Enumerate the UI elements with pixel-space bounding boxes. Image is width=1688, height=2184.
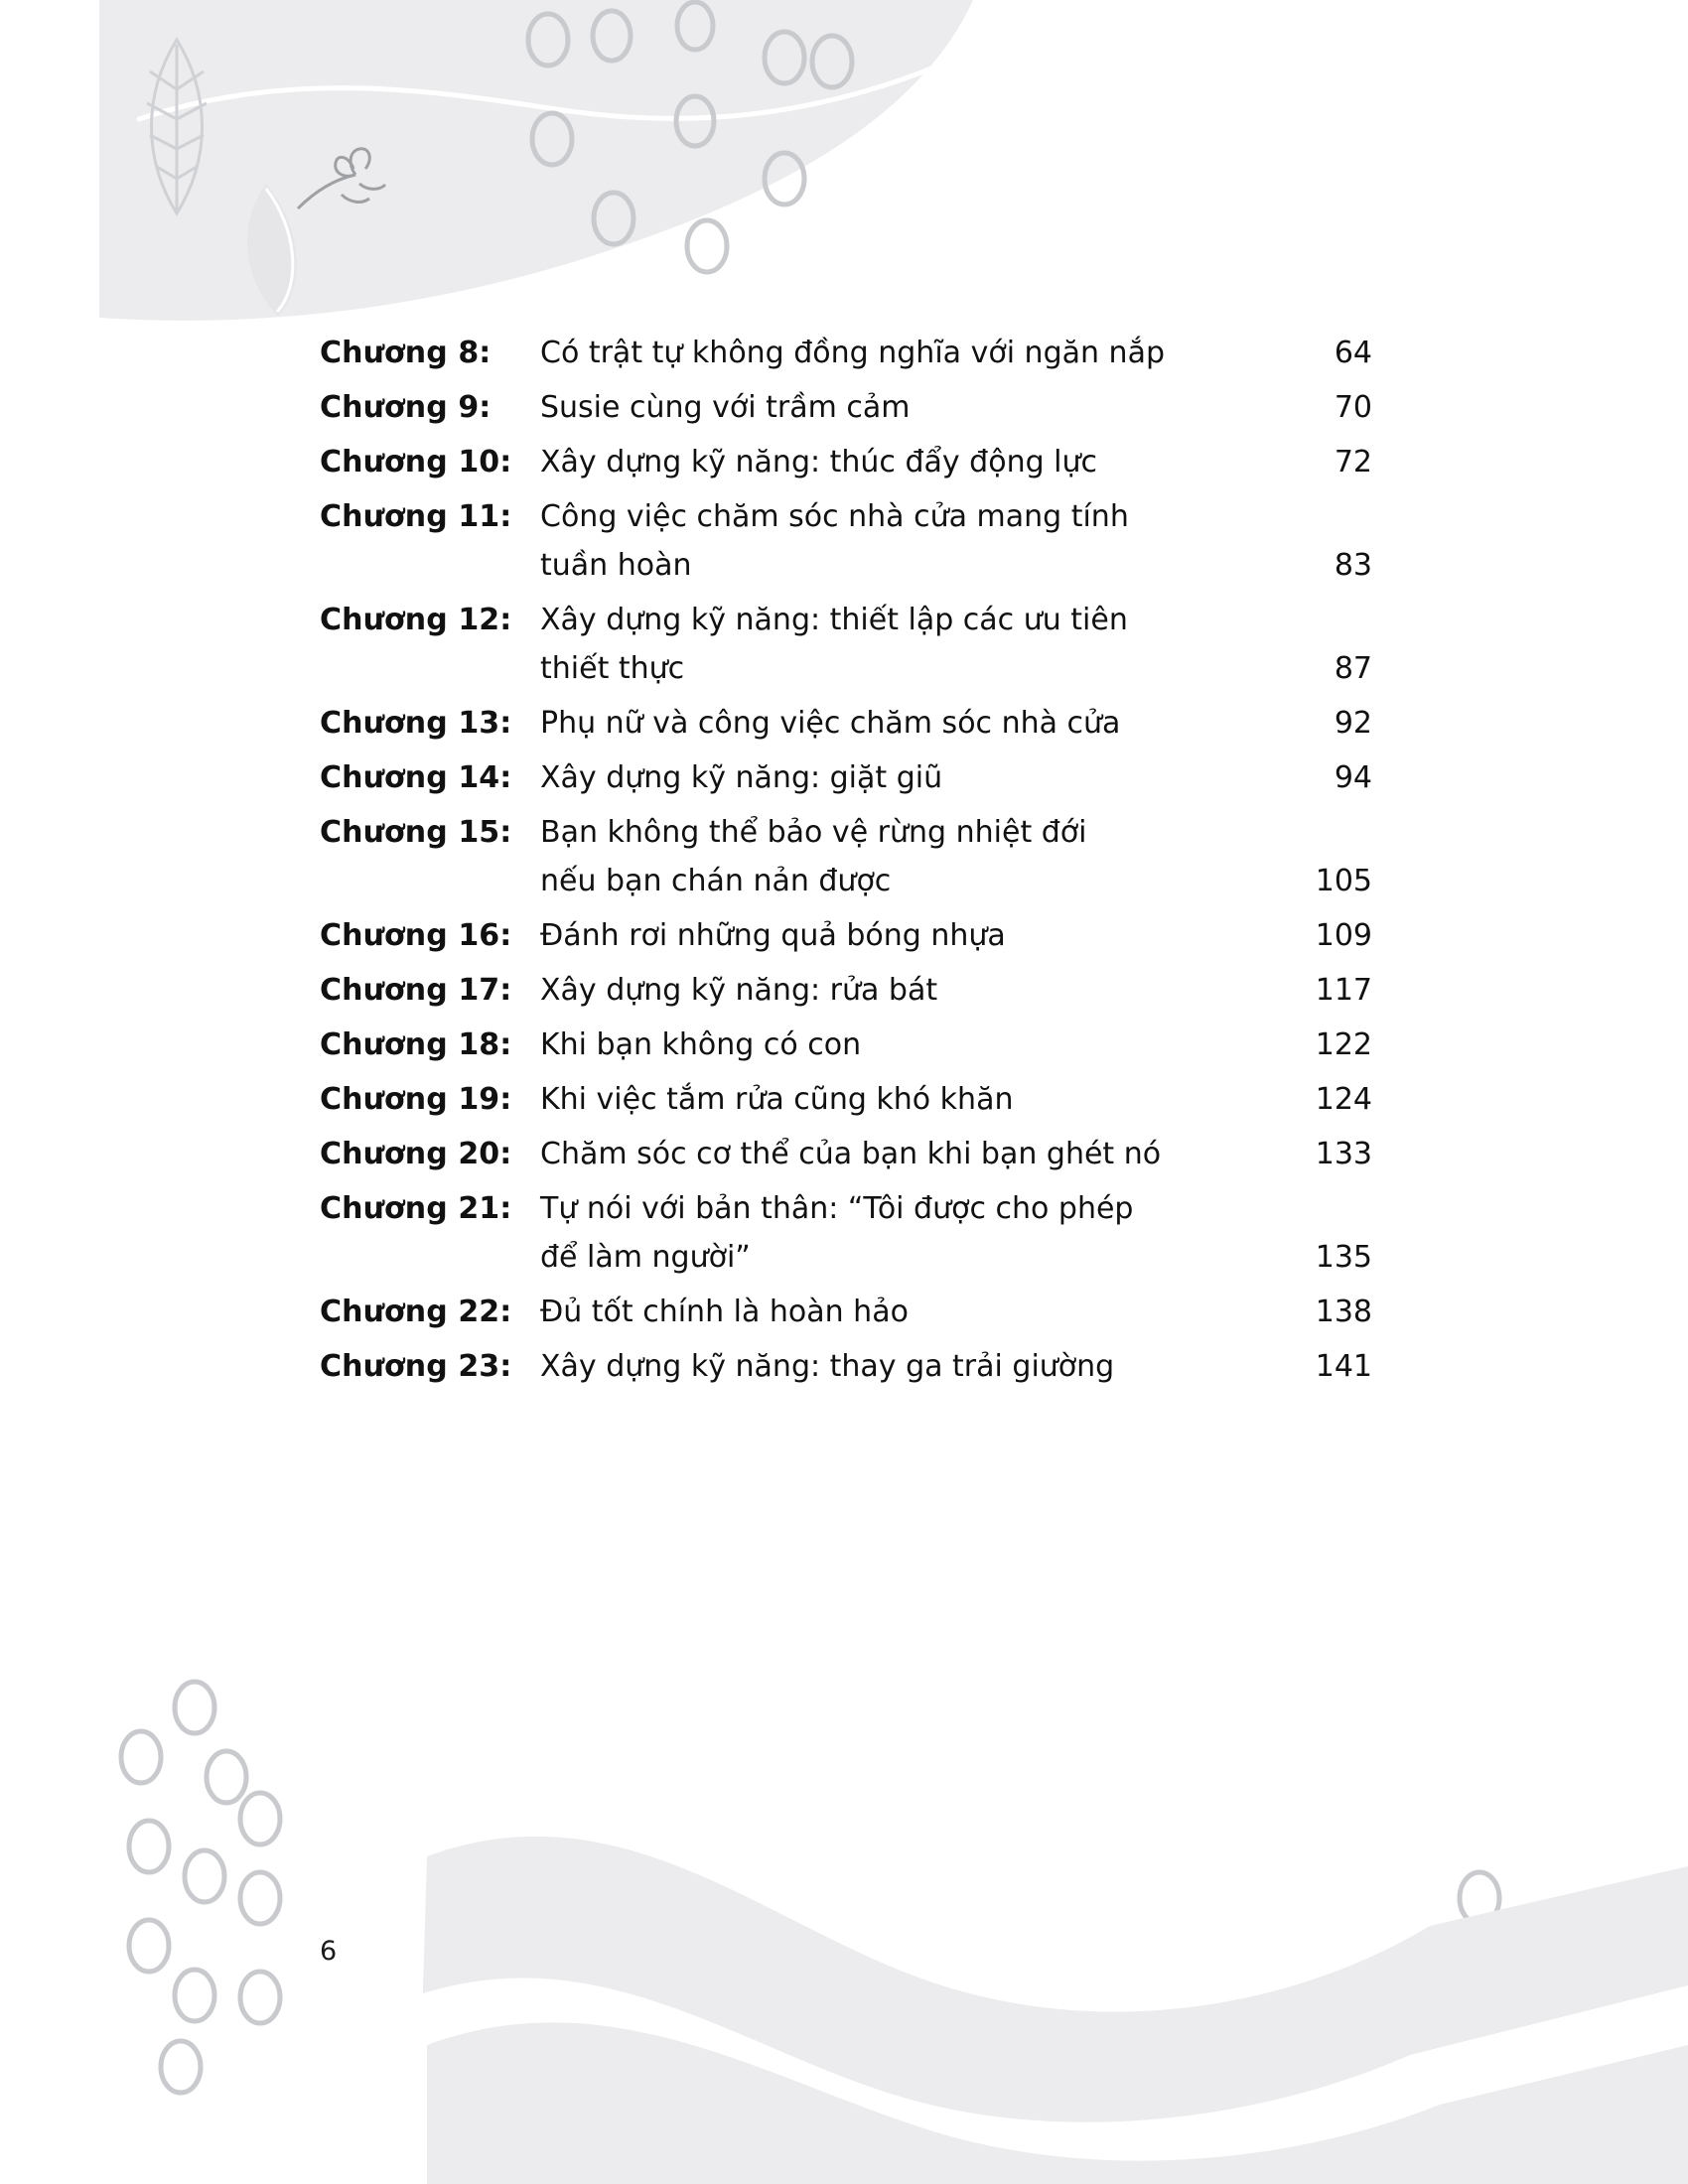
toc-entry[interactable] xyxy=(320,1295,1372,1329)
toc-entry[interactable] xyxy=(320,1082,1372,1117)
toc-entry[interactable] xyxy=(320,1137,1372,1171)
toc-entry-title: Chăm sóc cơ thể của bạn khi bạn ghét nó xyxy=(540,1137,1162,1171)
toc-entry[interactable] xyxy=(320,603,1372,637)
toc-page-number: 124 xyxy=(1315,1082,1372,1117)
toc-page-number: 94 xyxy=(1334,760,1372,795)
toc-entry-title: Khi việc tắm rửa cũng khó khăn xyxy=(540,1082,1014,1117)
toc-chapter-label: Chương 22: xyxy=(320,1295,512,1329)
toc-entry[interactable] xyxy=(320,1027,1372,1062)
toc-entry[interactable] xyxy=(320,918,1372,953)
toc-chapter-label: Chương 14: xyxy=(320,760,512,795)
toc-entry-title: Đánh rơi những quả bóng nhựa xyxy=(540,918,1006,953)
toc-entry-continuation[interactable] xyxy=(320,864,1372,898)
toc-page-number: 117 xyxy=(1315,973,1372,1008)
toc-entry[interactable] xyxy=(320,390,1372,425)
toc-entry-title: Khi bạn không có con xyxy=(540,1027,862,1062)
toc-page-number: 87 xyxy=(1334,651,1372,686)
toc-chapter-label: Chương 19: xyxy=(320,1082,512,1117)
table-of-contents xyxy=(320,336,1372,1404)
toc-entry-title: Bạn không thể bảo vệ rừng nhiệt đới xyxy=(540,815,1087,850)
toc-page-number: 133 xyxy=(1315,1137,1372,1171)
toc-page-number: 138 xyxy=(1315,1295,1372,1329)
toc-chapter-label: Chương 12: xyxy=(320,603,512,637)
toc-page-number: 105 xyxy=(1315,864,1372,898)
toc-chapter-label: Chương 16: xyxy=(320,918,512,953)
toc-page-number: 83 xyxy=(1334,548,1372,583)
toc-entry-title: Xây dựng kỹ năng: rửa bát xyxy=(540,973,938,1008)
toc-entry-title-continued: nếu bạn chán nản được xyxy=(540,864,892,898)
toc-entry-title: Susie cùng với trầm cảm xyxy=(540,390,911,425)
toc-page-number: 141 xyxy=(1315,1349,1372,1384)
toc-entry[interactable] xyxy=(320,336,1372,370)
toc-chapter-label: Chương 20: xyxy=(320,1137,512,1171)
toc-entry-continuation[interactable] xyxy=(320,651,1372,686)
toc-chapter-label: Chương 17: xyxy=(320,973,512,1008)
toc-entry-title-continued: tuần hoàn xyxy=(540,548,692,583)
toc-entry-title: Phụ nữ và công việc chăm sóc nhà cửa xyxy=(540,706,1121,741)
toc-entry[interactable] xyxy=(320,706,1372,741)
toc-chapter-label: Chương 21: xyxy=(320,1191,512,1226)
toc-entry[interactable] xyxy=(320,973,1372,1008)
toc-chapter-label: Chương 11: xyxy=(320,499,512,534)
toc-page-number: 64 xyxy=(1334,336,1372,370)
toc-page-number: 72 xyxy=(1334,445,1372,479)
toc-entry-title-continued: để làm người” xyxy=(540,1240,751,1275)
toc-entry-title: Tự nói với bản thân: “Tôi được cho phép xyxy=(540,1191,1134,1226)
toc-page-number: 135 xyxy=(1315,1240,1372,1275)
toc-entry-continuation[interactable] xyxy=(320,548,1372,583)
toc-entry-title: Xây dựng kỹ năng: giặt giũ xyxy=(540,760,943,795)
toc-page-number: 70 xyxy=(1334,390,1372,425)
toc-chapter-label: Chương 9: xyxy=(320,390,492,425)
toc-page-number: 122 xyxy=(1315,1027,1372,1062)
toc-entry-title: Đủ tốt chính là hoàn hảo xyxy=(540,1295,909,1329)
toc-entry-title: Công việc chăm sóc nhà cửa mang tính xyxy=(540,499,1129,534)
toc-entry[interactable] xyxy=(320,1349,1372,1384)
toc-entry-title: Xây dựng kỹ năng: thiết lập các ưu tiên xyxy=(540,603,1128,637)
toc-chapter-label: Chương 23: xyxy=(320,1349,512,1384)
toc-chapter-label: Chương 10: xyxy=(320,445,512,479)
toc-chapter-label: Chương 15: xyxy=(320,815,512,850)
toc-entry-title: Xây dựng kỹ năng: thay ga trải giường xyxy=(540,1349,1115,1384)
toc-entry[interactable] xyxy=(320,499,1372,534)
toc-page-number: 109 xyxy=(1315,918,1372,953)
toc-chapter-label: Chương 13: xyxy=(320,706,512,741)
toc-entry-title: Xây dựng kỹ năng: thúc đẩy động lực xyxy=(540,445,1098,479)
toc-entry[interactable] xyxy=(320,815,1372,850)
toc-chapter-label: Chương 8: xyxy=(320,336,492,370)
toc-chapter-label: Chương 18: xyxy=(320,1027,512,1062)
toc-entry-continuation[interactable] xyxy=(320,1240,1372,1275)
page-number-folio: 6 xyxy=(320,1936,338,1967)
toc-entry-title-continued: thiết thực xyxy=(540,651,685,686)
toc-entry[interactable] xyxy=(320,760,1372,795)
toc-entry[interactable] xyxy=(320,445,1372,479)
toc-page-number: 92 xyxy=(1334,706,1372,741)
toc-entry[interactable] xyxy=(320,1191,1372,1226)
toc-entry-title: Có trật tự không đồng nghĩa với ngăn nắp xyxy=(540,336,1165,370)
